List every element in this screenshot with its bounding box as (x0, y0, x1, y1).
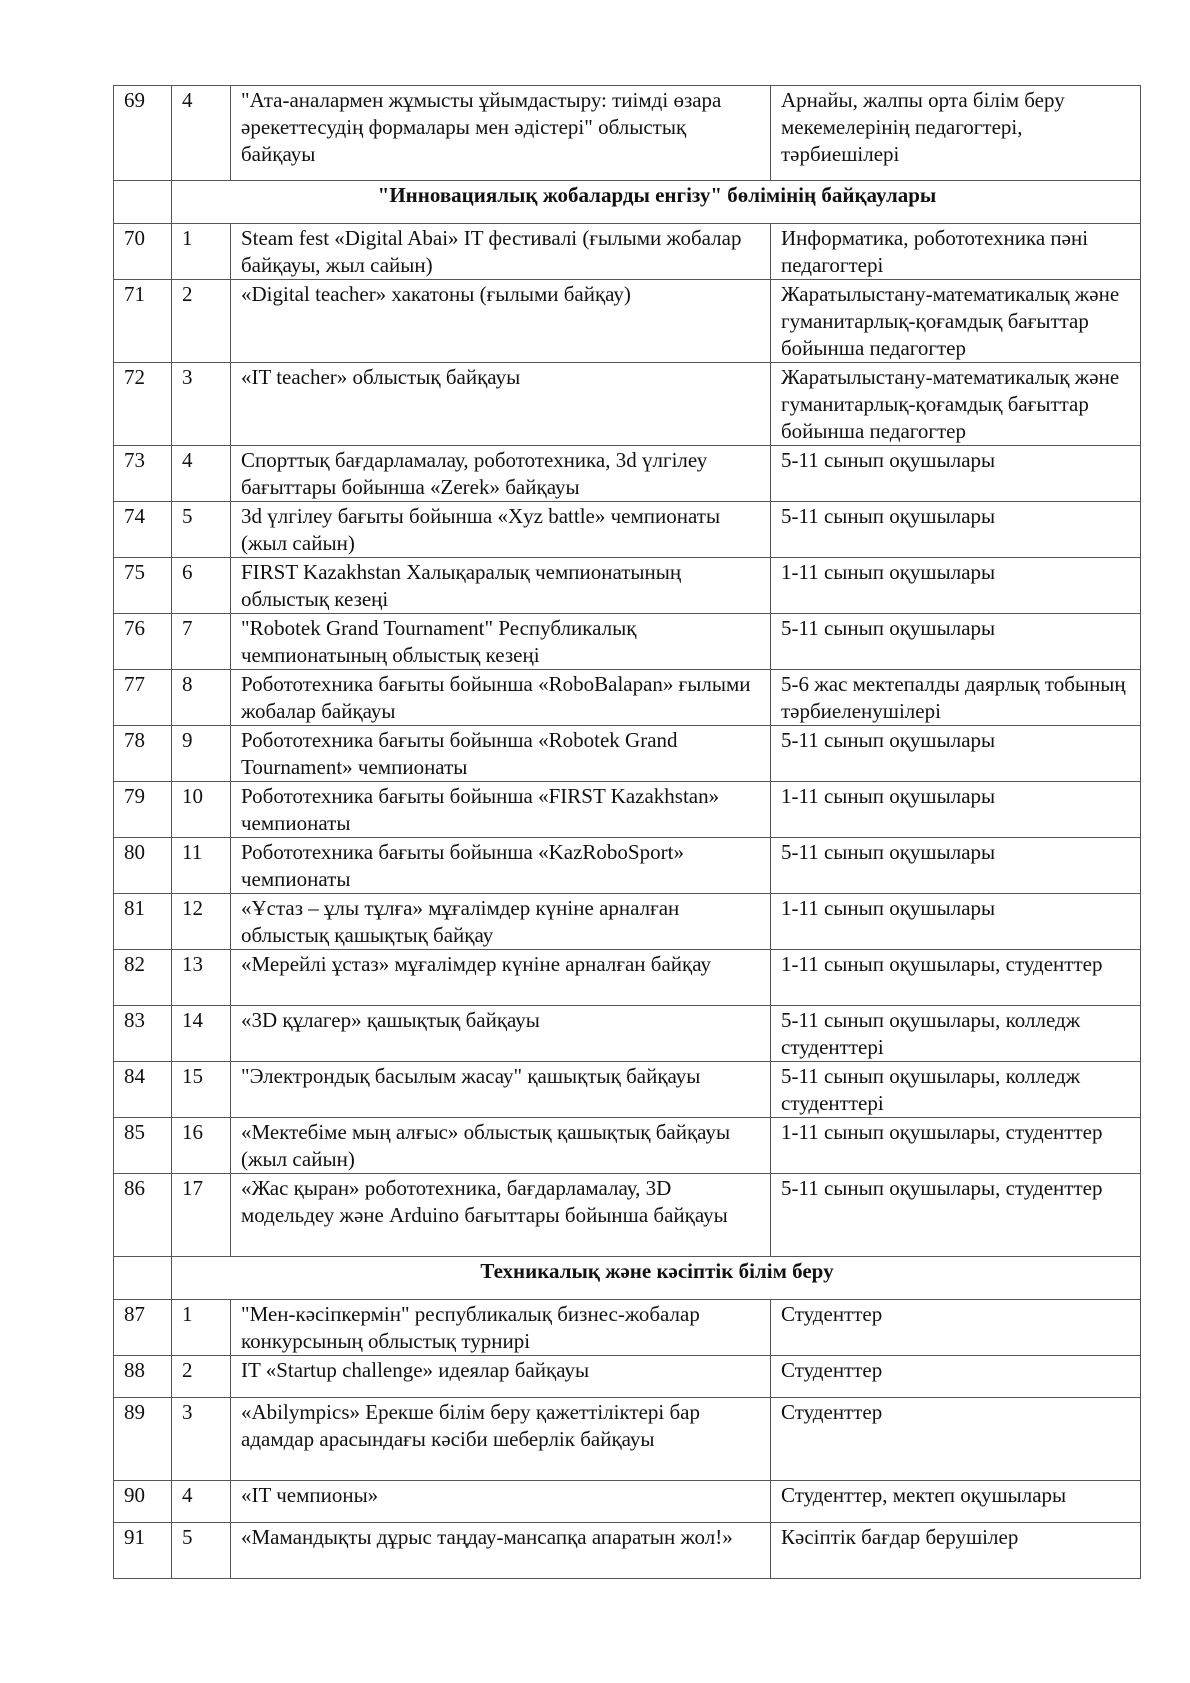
row-number: 69 (114, 86, 172, 181)
competitions-table (113, 85, 1141, 1579)
competition-name: Робототехника бағыты бойынша «KazRoboSport» чемпионаты (231, 838, 771, 894)
section-index: 11 (172, 838, 231, 894)
table-row (114, 1356, 1141, 1398)
row-number: 82 (114, 950, 172, 1006)
table-row (114, 614, 1141, 670)
competition-name: «IT чемпионы» (231, 1481, 771, 1523)
section-index: 4 (172, 1481, 231, 1523)
row-number: 81 (114, 894, 172, 950)
participants: 1-11 сынып оқушылары, студенттер (771, 1118, 1141, 1174)
competition-name: «3D құлагер» қашықтық байқауы (231, 1006, 771, 1062)
competition-name: "Электрондық басылым жасау" қашықтық байқауы (231, 1062, 771, 1118)
competition-name: «Жас қыран» робототехника, бағдарламалау, 3D модельдеу және Arduino бағыттары бойынша байқауы (231, 1174, 771, 1257)
participants: Студенттер, мектеп оқушылары (771, 1481, 1141, 1523)
participants: 5-11 сынып оқушылары (771, 614, 1141, 670)
table-row (114, 782, 1141, 838)
section-index: 2 (172, 1356, 231, 1398)
empty-cell (114, 181, 172, 224)
competition-name: IT «Startup challenge» идеялар байқауы (231, 1356, 771, 1398)
section-title: Техникалық және кәсіптік білім беру (172, 1257, 1141, 1300)
section-index: 17 (172, 1174, 231, 1257)
section-index: 7 (172, 614, 231, 670)
table-row (114, 1174, 1141, 1257)
row-number: 90 (114, 1481, 172, 1523)
table-row (114, 670, 1141, 726)
participants: Арнайы, жалпы орта білім беру мекемелерінің педагогтері, тәрбиешілері (771, 86, 1141, 181)
competition-name: Спорттық бағдарламалау, робототехника, 3d үлгілеу бағыттары бойынша «Zerek» байқауы (231, 446, 771, 502)
section-index: 8 (172, 670, 231, 726)
row-number: 70 (114, 224, 172, 280)
section-index: 5 (172, 502, 231, 558)
table-row (114, 1118, 1141, 1174)
row-number: 76 (114, 614, 172, 670)
section-index: 3 (172, 363, 231, 446)
row-number: 73 (114, 446, 172, 502)
section-index: 9 (172, 726, 231, 782)
section-index: 15 (172, 1062, 231, 1118)
participants: 5-11 сынып оқушылары, колледж студенттері (771, 1006, 1141, 1062)
participants: Студенттер (771, 1398, 1141, 1481)
section-index: 1 (172, 1300, 231, 1356)
participants: 5-11 сынып оқушылары (771, 446, 1141, 502)
table-row (114, 558, 1141, 614)
section-index: 13 (172, 950, 231, 1006)
empty-cell (114, 1257, 172, 1300)
participants: 5-11 сынып оқушылары, колледж студенттері (771, 1062, 1141, 1118)
participants: 5-11 сынып оқушылары (771, 838, 1141, 894)
competition-name: Робототехника бағыты бойынша «FIRST Kazakhstan» чемпионаты (231, 782, 771, 838)
row-number: 84 (114, 1062, 172, 1118)
row-number: 77 (114, 670, 172, 726)
table-row (114, 726, 1141, 782)
participants: Информатика, робототехника пәні педагогтері (771, 224, 1141, 280)
row-number: 83 (114, 1006, 172, 1062)
table-row (114, 224, 1141, 280)
participants: Кәсіптік бағдар берушілер (771, 1523, 1141, 1579)
row-number: 71 (114, 280, 172, 363)
competition-name: «Мектебіме мың алғыс» облыстық қашықтық байқауы (жыл сайын) (231, 1118, 771, 1174)
table-row (114, 950, 1141, 1006)
table-row (114, 446, 1141, 502)
section-index: 6 (172, 558, 231, 614)
participants: 1-11 сынып оқушылары (771, 894, 1141, 950)
participants: 1-11 сынып оқушылары, студенттер (771, 950, 1141, 1006)
table-row (114, 502, 1141, 558)
row-number: 87 (114, 1300, 172, 1356)
table-row (114, 363, 1141, 446)
table-row (114, 1398, 1141, 1481)
competition-name: «Ұстаз – ұлы тұлға» мұғалімдер күніне арналған облыстық қашықтық байқау (231, 894, 771, 950)
section-header-row (114, 181, 1141, 224)
competition-name: «Мамандықты дұрыс таңдау-мансапқа апаратын жол!» (231, 1523, 771, 1579)
section-index: 14 (172, 1006, 231, 1062)
participants: 1-11 сынып оқушылары (771, 558, 1141, 614)
section-index: 2 (172, 280, 231, 363)
row-number: 89 (114, 1398, 172, 1481)
row-number: 78 (114, 726, 172, 782)
section-index: 10 (172, 782, 231, 838)
section-index: 4 (172, 86, 231, 181)
participants: 5-11 сынып оқушылары, студенттер (771, 1174, 1141, 1257)
competition-name: «Мерейлі ұстаз» мұғалімдер күніне арналған байқау (231, 950, 771, 1006)
competition-name: Робототехника бағыты бойынша «RoboBalapan» ғылыми жобалар байқауы (231, 670, 771, 726)
table-row (114, 1481, 1141, 1523)
row-number: 75 (114, 558, 172, 614)
table-row (114, 86, 1141, 181)
participants: 5-11 сынып оқушылары (771, 726, 1141, 782)
row-number: 80 (114, 838, 172, 894)
row-number: 88 (114, 1356, 172, 1398)
competition-name: «Abilympics» Ерекше білім беру қажеттіліктері бар адамдар арасындағы кәсіби шеберлік байқауы (231, 1398, 771, 1481)
table-row (114, 1523, 1141, 1579)
row-number: 86 (114, 1174, 172, 1257)
competition-name: «IT teacher» облыстық байқауы (231, 363, 771, 446)
participants: Студенттер (771, 1300, 1141, 1356)
row-number: 85 (114, 1118, 172, 1174)
competition-name: FIRST Kazakhstan Халықаралық чемпионатының облыстық кезеңі (231, 558, 771, 614)
table-row (114, 280, 1141, 363)
section-title: "Инновациялық жобаларды енгізу" бөлімінің байқаулары (172, 181, 1141, 224)
table-row (114, 1062, 1141, 1118)
table-row (114, 1006, 1141, 1062)
participants: 5-6 жас мектепалды даярлық тобының тәрбиеленушілері (771, 670, 1141, 726)
competition-name: 3d үлгілеу бағыты бойынша «Xyz battle» чемпионаты (жыл сайын) (231, 502, 771, 558)
table-row (114, 1300, 1141, 1356)
competition-name: "Мен-кәсіпкермін" республикалық бизнес-жобалар конкурсының облыстық турнирі (231, 1300, 771, 1356)
table-row (114, 838, 1141, 894)
section-index: 12 (172, 894, 231, 950)
section-index: 3 (172, 1398, 231, 1481)
participants: 5-11 сынып оқушылары (771, 502, 1141, 558)
section-index: 16 (172, 1118, 231, 1174)
competition-name: "Robotek Grand Tournament" Республикалық чемпионатының облыстық кезеңі (231, 614, 771, 670)
row-number: 91 (114, 1523, 172, 1579)
table-body (114, 86, 1141, 1579)
competition-name: Робототехника бағыты бойынша «Robotek Grand Tournament» чемпионаты (231, 726, 771, 782)
section-index: 1 (172, 224, 231, 280)
row-number: 72 (114, 363, 172, 446)
participants: Жаратылыстану-математикалық және гуманитарлық-қоғамдық бағыттар бойынша педагогтер (771, 280, 1141, 363)
table-row (114, 894, 1141, 950)
competition-name: "Ата-аналармен жұмысты ұйымдастыру: тиімді өзара әрекеттесудің формалары мен әдістері" облыстық байқауы (231, 86, 771, 181)
section-index: 5 (172, 1523, 231, 1579)
competition-name: Steam fest «Digital Abai» IT фестивалі (ғылыми жобалар байқауы, жыл сайын) (231, 224, 771, 280)
participants: 1-11 сынып оқушылары (771, 782, 1141, 838)
section-index: 4 (172, 446, 231, 502)
row-number: 79 (114, 782, 172, 838)
participants: Студенттер (771, 1356, 1141, 1398)
participants: Жаратылыстану-математикалық және гуманитарлық-қоғамдық бағыттар бойынша педагогтер (771, 363, 1141, 446)
row-number: 74 (114, 502, 172, 558)
section-header-row (114, 1257, 1141, 1300)
competition-name: «Digital teacher» хакатоны (ғылыми байқау) (231, 280, 771, 363)
